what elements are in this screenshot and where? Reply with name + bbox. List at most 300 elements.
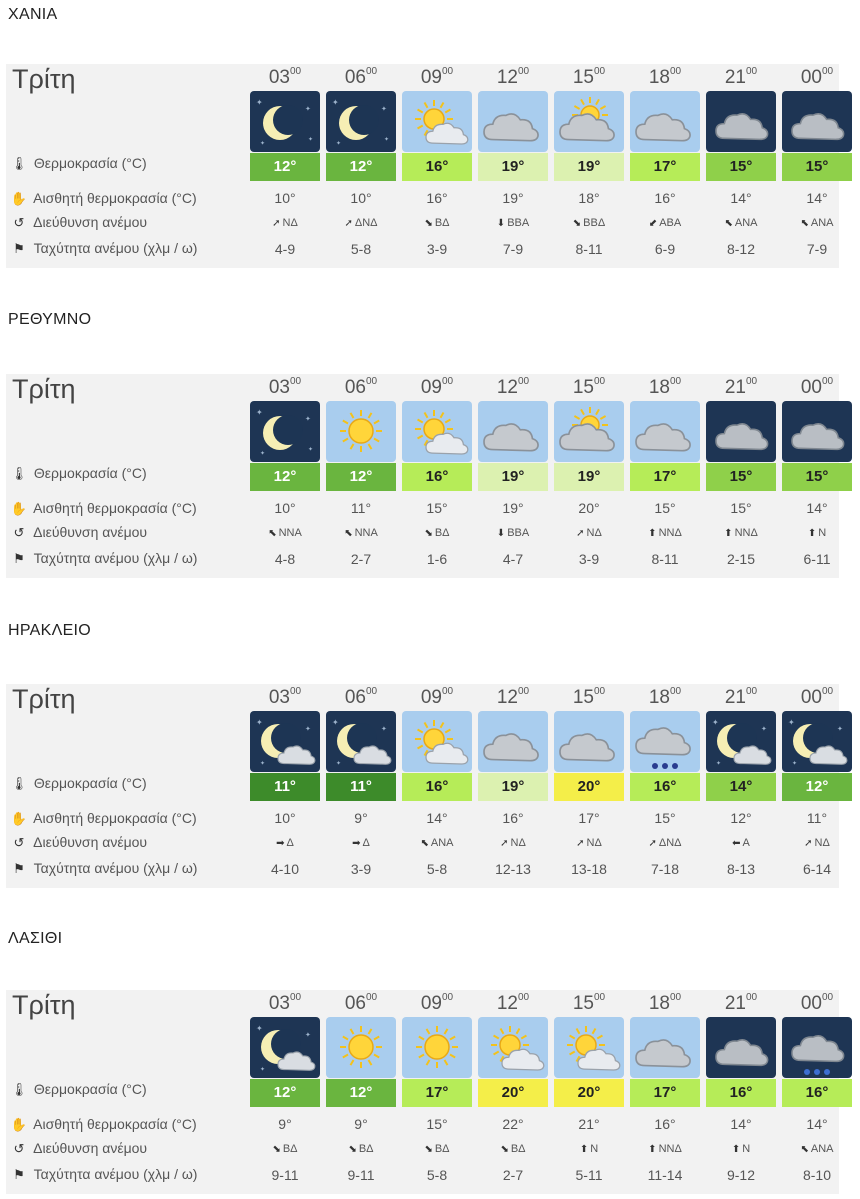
wind-direction-value: ⬆ Ν xyxy=(731,1143,751,1155)
wind-arrow-icon: ⬋ xyxy=(648,218,658,229)
flag-icon: ⚑ xyxy=(13,551,25,566)
sun-cloud-icon xyxy=(554,1017,624,1078)
hand-icon: ✋ xyxy=(10,1117,28,1132)
wind-speed-value: 11-14 xyxy=(647,1167,683,1183)
wind-speed-value: 3-9 xyxy=(426,241,448,257)
svg-text:✦: ✦ xyxy=(788,718,795,727)
wind-arrow-icon: ➚ xyxy=(648,838,657,849)
row-label-feels-like xyxy=(8,810,197,827)
temperature-value: 20° xyxy=(554,773,624,801)
row-label-feels-like xyxy=(8,500,197,517)
wind-direction-icon: ↺ xyxy=(13,215,25,230)
temperature-value: 20° xyxy=(478,1079,548,1107)
feels-like-value: 16° xyxy=(654,190,676,206)
hour-label: $03^{00}$ xyxy=(268,65,302,88)
wind-speed-value: 6-14 xyxy=(802,861,832,877)
svg-text:✦: ✦ xyxy=(260,451,266,457)
temperature-value: 12° xyxy=(782,773,852,801)
wind-speed-value: 4-9 xyxy=(274,241,296,257)
wind-direction-value: ⬆ Ν xyxy=(807,527,827,539)
wind-arrow-icon: ➚ xyxy=(500,838,509,849)
temperature-value: 14° xyxy=(706,773,776,801)
hour-label: $18^{00}$ xyxy=(648,991,682,1014)
wind-speed-value: 1-6 xyxy=(426,551,448,567)
flag-icon: ⚑ xyxy=(13,861,25,876)
temperature-value: 19° xyxy=(478,153,548,181)
wind-direction-value: ⬉ ΑΝΑ xyxy=(724,217,758,229)
hour-label: $09^{00}$ xyxy=(420,375,454,398)
hour-label: $06^{00}$ xyxy=(344,685,378,708)
cloudy-icon xyxy=(554,711,624,772)
wind-arrow-icon: ⬉ xyxy=(344,528,353,539)
sun-cloudy-icon xyxy=(554,401,624,462)
hand-icon: ✋ xyxy=(10,501,28,516)
night-clear-icon xyxy=(250,91,320,152)
svg-text:✦: ✦ xyxy=(792,761,798,767)
day-label: Τρίτη xyxy=(12,64,76,94)
sun-cloud-icon xyxy=(402,91,472,152)
day-label: Τρίτη xyxy=(12,374,76,404)
row-label-wind-speed xyxy=(8,240,197,257)
feels-like-value: 15° xyxy=(730,500,752,516)
temperature-value: 19° xyxy=(478,463,548,491)
feels-like-value: 9° xyxy=(354,1116,368,1132)
wind-direction-value: ⬉ ΝΝΑ xyxy=(344,527,378,539)
wind-direction-value: ⬆ Ν xyxy=(579,1143,599,1155)
feels-like-value: 11° xyxy=(806,810,828,826)
hour-label: $03^{00}$ xyxy=(268,375,302,398)
svg-text:✦: ✦ xyxy=(381,106,387,113)
hand-icon: ✋ xyxy=(10,811,28,826)
feels-like-value: 20° xyxy=(578,500,600,516)
night-cloudy-icon xyxy=(782,91,852,152)
svg-text:✦: ✦ xyxy=(716,761,722,767)
temperature-value: 16° xyxy=(630,773,700,801)
svg-text:✦: ✦ xyxy=(336,761,342,767)
hour-label: $15^{00}$ xyxy=(572,65,606,88)
row-label-text: Θερμοκρασία (°C) xyxy=(33,155,147,171)
feels-like-value: 21° xyxy=(578,1116,600,1132)
wind-speed-value: 12-13 xyxy=(495,861,531,877)
row-label-wind-direction xyxy=(8,1140,147,1157)
wind-direction-value: ⬅ Α xyxy=(732,837,750,849)
wind-direction-value: ⬋ ΑΒΑ xyxy=(648,217,682,229)
sun-icon xyxy=(402,1017,472,1078)
wind-arrow-icon: ⬆ xyxy=(648,528,657,539)
hour-label: $00^{00}$ xyxy=(800,65,834,88)
wind-speed-value: 8-13 xyxy=(726,861,756,877)
feels-like-value: 9° xyxy=(354,810,368,826)
wind-direction-value: ➚ ΔΝΔ xyxy=(648,837,682,849)
sun-cloudy-icon xyxy=(554,91,624,152)
wind-speed-value: 9-11 xyxy=(271,1167,299,1183)
row-label-feels-like xyxy=(8,1116,197,1133)
wind-speed-value: 7-9 xyxy=(806,241,828,257)
hour-label: $09^{00}$ xyxy=(420,65,454,88)
wind-speed-value: 8-10 xyxy=(802,1167,832,1183)
thermometer-icon: 🌡 xyxy=(10,776,28,791)
feels-like-value: 14° xyxy=(806,1116,828,1132)
wind-arrow-icon: ⬉ xyxy=(724,218,733,229)
wind-direction-value: ⬊ ΒΔ xyxy=(424,527,450,539)
wind-arrow-icon: ⬉ xyxy=(268,528,277,539)
hour-label: $21^{00}$ xyxy=(724,685,758,708)
night-partly-icon xyxy=(706,711,776,772)
svg-text:✦: ✦ xyxy=(305,416,311,423)
row-label-text: Ταχύτητα ανέμου (χλμ / ω) xyxy=(33,240,198,256)
feels-like-value: 15° xyxy=(426,1116,448,1132)
wind-arrow-icon: ➚ xyxy=(804,838,813,849)
row-label-text: Αισθητή θερμοκρασία (°C) xyxy=(33,190,197,206)
day-label: Τρίτη xyxy=(12,990,76,1020)
row-label-temperature xyxy=(8,155,147,172)
temperature-value: 19° xyxy=(478,773,548,801)
temperature-value: 12° xyxy=(326,1079,396,1107)
wind-direction-value: ⬉ ΑΝΑ xyxy=(420,837,454,849)
temperature-value: 12° xyxy=(326,153,396,181)
row-label-text: Αισθητή θερμοκρασία (°C) xyxy=(33,500,197,516)
cloudy-icon xyxy=(478,711,548,772)
temperature-value: 16° xyxy=(402,773,472,801)
region-title: ΗΡΑΚΛΕΙΟ xyxy=(8,622,92,639)
wind-speed-value: 4-8 xyxy=(274,551,296,567)
feels-like-value: 10° xyxy=(274,810,296,826)
row-label-text: Θερμοκρασία (°C) xyxy=(33,775,147,791)
row-label-text: Ταχύτητα ανέμου (χλμ / ω) xyxy=(33,550,198,566)
wind-arrow-icon: ➚ xyxy=(272,218,281,229)
svg-text:✦: ✦ xyxy=(712,718,719,727)
wind-direction-value: ⬆ ΝΝΔ xyxy=(648,527,682,539)
feels-like-value: 16° xyxy=(502,810,524,826)
wind-speed-value: 4-7 xyxy=(502,551,524,567)
wind-direction-icon: ↺ xyxy=(13,1141,25,1156)
hour-label: $15^{00}$ xyxy=(572,991,606,1014)
cloudy-icon xyxy=(630,91,700,152)
wind-speed-value: 7-18 xyxy=(650,861,680,877)
feels-like-value: 19° xyxy=(502,500,524,516)
wind-direction-value: ⬊ ΒΔ xyxy=(424,217,450,229)
svg-text:✦: ✦ xyxy=(308,447,314,453)
wind-arrow-icon: ⬆ xyxy=(724,528,733,539)
sun-cloud-icon xyxy=(478,1017,548,1078)
cloudy-icon xyxy=(478,91,548,152)
sun-cloud-icon xyxy=(402,711,472,772)
forecast-panel xyxy=(6,684,843,888)
svg-text:✦: ✦ xyxy=(260,1067,266,1073)
region-title: ΧΑΝΙΑ xyxy=(8,6,58,23)
wind-arrow-icon: ⬆ xyxy=(807,528,817,539)
feels-like-value: 9° xyxy=(278,1116,292,1132)
wind-arrow-icon: ➚ xyxy=(344,218,353,229)
hour-label: $03^{00}$ xyxy=(268,991,302,1014)
hour-label: $00^{00}$ xyxy=(800,991,834,1014)
row-label-text: Θερμοκρασία (°C) xyxy=(33,465,147,481)
wind-direction-icon: ↺ xyxy=(13,525,25,540)
feels-like-value: 16° xyxy=(426,190,448,206)
wind-direction-value: ➚ ΝΔ xyxy=(804,837,830,849)
feels-like-value: 15° xyxy=(654,810,676,826)
temperature-value: 17° xyxy=(630,463,700,491)
wind-arrow-icon: ⬇ xyxy=(496,528,506,539)
hour-label: $15^{00}$ xyxy=(572,375,606,398)
sun-cloud-icon xyxy=(402,401,472,462)
row-label-wind-speed xyxy=(8,860,197,877)
hour-label: $06^{00}$ xyxy=(344,65,378,88)
row-label-text: Ταχύτητα ανέμου (χλμ / ω) xyxy=(33,860,198,876)
temperature-value: 19° xyxy=(554,153,624,181)
row-label-wind-speed xyxy=(8,550,197,567)
feels-like-value: 15° xyxy=(426,500,448,516)
temperature-value: 12° xyxy=(250,153,320,181)
night-cloudy-icon xyxy=(706,401,776,462)
feels-like-value: 14° xyxy=(806,190,828,206)
wind-direction-value: ⬊ ΒΔ xyxy=(500,1143,526,1155)
wind-direction-value: ➚ ΝΔ xyxy=(576,837,602,849)
wind-direction-value: ➚ ΝΔ xyxy=(272,217,298,229)
svg-text:✦: ✦ xyxy=(305,1032,311,1039)
hour-label: $09^{00}$ xyxy=(420,991,454,1014)
wind-direction-value: ⬊ ΒΔ xyxy=(348,1143,374,1155)
temperature-value: 16° xyxy=(402,153,472,181)
feels-like-value: 22° xyxy=(502,1116,524,1132)
wind-direction-value: ➡ Δ xyxy=(276,837,294,849)
feels-like-value: 11° xyxy=(350,500,372,516)
temperature-value: 11° xyxy=(250,773,320,801)
night-partly-icon xyxy=(782,711,852,772)
feels-like-value: 17° xyxy=(578,810,600,826)
wind-speed-value: 5-8 xyxy=(426,1167,448,1183)
svg-text:✦: ✦ xyxy=(332,718,339,727)
wind-speed-value: 4-10 xyxy=(270,861,300,877)
sun-icon xyxy=(326,1017,396,1078)
hour-label: $18^{00}$ xyxy=(648,65,682,88)
feels-like-value: 18° xyxy=(578,190,600,206)
night-clear-icon xyxy=(326,91,396,152)
row-label-temperature xyxy=(8,465,147,482)
wind-speed-value: 5-8 xyxy=(426,861,448,877)
night-cloudy-icon xyxy=(782,401,852,462)
hour-label: $09^{00}$ xyxy=(420,685,454,708)
wind-arrow-icon: ⬊ xyxy=(500,1144,509,1155)
wind-speed-value: 8-11 xyxy=(575,241,603,257)
row-label-text: Θερμοκρασία (°C) xyxy=(33,1081,147,1097)
row-label-text: Αισθητή θερμοκρασία (°C) xyxy=(33,810,197,826)
row-label-wind-direction xyxy=(8,214,147,231)
wind-arrow-icon: ⬉ xyxy=(800,218,809,229)
wind-speed-value: 7-9 xyxy=(502,241,524,257)
row-label-wind-speed xyxy=(8,1166,197,1183)
feels-like-value: 10° xyxy=(274,500,296,516)
row-label-temperature xyxy=(8,775,147,792)
feels-like-value: 14° xyxy=(426,810,448,826)
temperature-value: 12° xyxy=(250,463,320,491)
wind-direction-value: ⬆ ΝΝΔ xyxy=(724,527,758,539)
row-label-text: Διεύθυνση ανέμου xyxy=(33,834,148,850)
hour-label: $21^{00}$ xyxy=(724,375,758,398)
temperature-value: 12° xyxy=(250,1079,320,1107)
wind-speed-value: 5-8 xyxy=(350,241,372,257)
svg-text:✦: ✦ xyxy=(381,726,387,733)
hour-label: $18^{00}$ xyxy=(648,685,682,708)
wind-direction-icon: ↺ xyxy=(13,835,25,850)
feels-like-value: 15° xyxy=(654,500,676,516)
night-clear-icon xyxy=(250,401,320,462)
cloudy-icon xyxy=(630,1017,700,1078)
temperature-value: 19° xyxy=(554,463,624,491)
wind-speed-value: 5-11 xyxy=(575,1167,603,1183)
wind-arrow-icon: ⬊ xyxy=(424,528,433,539)
feels-like-value: 16° xyxy=(654,1116,676,1132)
temperature-value: 11° xyxy=(326,773,396,801)
hour-label: $15^{00}$ xyxy=(572,685,606,708)
temperature-value: 17° xyxy=(630,153,700,181)
wind-arrow-icon: ⬊ xyxy=(424,218,433,229)
wind-direction-value: ⬊ ΒΔ xyxy=(272,1143,298,1155)
wind-speed-value: 2-15 xyxy=(726,551,756,567)
day-label: Τρίτη xyxy=(12,684,76,714)
wind-direction-value: ⬇ ΒΒΑ xyxy=(496,217,530,229)
wind-arrow-icon: ⬊ xyxy=(348,1144,357,1155)
temperature-value: 15° xyxy=(782,463,852,491)
night-partly-icon xyxy=(326,711,396,772)
feels-like-value: 10° xyxy=(350,190,372,206)
sun-icon xyxy=(326,401,396,462)
row-label-text: Διεύθυνση ανέμου xyxy=(33,524,148,540)
wind-speed-value: 9-11 xyxy=(347,1167,375,1183)
feels-like-value: 14° xyxy=(806,500,828,516)
hour-label: $06^{00}$ xyxy=(344,991,378,1014)
hour-label: $00^{00}$ xyxy=(800,375,834,398)
svg-text:✦: ✦ xyxy=(384,137,390,143)
row-label-wind-direction xyxy=(8,834,147,851)
temperature-value: 17° xyxy=(402,1079,472,1107)
wind-arrow-icon: ⬆ xyxy=(731,1144,741,1155)
flag-icon: ⚑ xyxy=(13,241,25,256)
temperature-value: 15° xyxy=(706,463,776,491)
feels-like-value: 14° xyxy=(730,190,752,206)
svg-text:✦: ✦ xyxy=(256,408,263,417)
hour-label: $18^{00}$ xyxy=(648,375,682,398)
forecast-panel xyxy=(6,64,839,268)
wind-speed-value: 3-9 xyxy=(578,551,600,567)
night-cloudy-icon xyxy=(706,91,776,152)
hand-icon: ✋ xyxy=(10,191,28,206)
wind-arrow-icon: ⬆ xyxy=(579,1144,589,1155)
temperature-value: 16° xyxy=(706,1079,776,1107)
hour-label: $03^{00}$ xyxy=(268,685,302,708)
wind-arrow-icon: ⬉ xyxy=(420,838,429,849)
wind-direction-value: ➚ ΝΔ xyxy=(576,527,602,539)
hour-label: $12^{00}$ xyxy=(496,65,530,88)
flag-icon: ⚑ xyxy=(13,1167,25,1182)
wind-direction-value: ⬉ ΑΝΑ xyxy=(800,1143,834,1155)
wind-speed-value: 6-11 xyxy=(803,551,831,567)
hour-label: $00^{00}$ xyxy=(800,685,834,708)
wind-direction-value: ⬊ ΒΒΔ xyxy=(572,217,606,229)
row-label-text: Αισθητή θερμοκρασία (°C) xyxy=(33,1116,197,1132)
wind-arrow-icon: ⬉ xyxy=(800,1144,809,1155)
svg-text:✦: ✦ xyxy=(305,726,311,733)
temperature-value: 15° xyxy=(706,153,776,181)
hour-label: $21^{00}$ xyxy=(724,991,758,1014)
hour-label: $12^{00}$ xyxy=(496,685,530,708)
wind-arrow-icon: ⬊ xyxy=(572,218,582,229)
row-label-text: Διεύθυνση ανέμου xyxy=(33,1140,148,1156)
temperature-value: 16° xyxy=(782,1079,852,1107)
hour-label: $06^{00}$ xyxy=(344,375,378,398)
thermometer-icon: 🌡 xyxy=(10,1082,28,1097)
svg-text:✦: ✦ xyxy=(260,761,266,767)
wind-arrow-icon: ⬇ xyxy=(496,218,506,229)
wind-speed-value: 13-18 xyxy=(571,861,607,877)
thermometer-icon: 🌡 xyxy=(10,466,28,481)
svg-text:✦: ✦ xyxy=(837,726,843,733)
wind-direction-value: ⬉ ΑΝΑ xyxy=(800,217,834,229)
wind-arrow-icon: ➡ xyxy=(352,838,361,849)
svg-text:✦: ✦ xyxy=(761,726,767,733)
row-label-text: Διεύθυνση ανέμου xyxy=(33,214,148,230)
region-title: ΡΕΘΥΜΝΟ xyxy=(8,311,92,328)
rain-cloud-icon xyxy=(630,711,700,772)
row-label-temperature xyxy=(8,1081,147,1098)
hour-label: $12^{00}$ xyxy=(496,375,530,398)
wind-direction-value: ➚ ΝΔ xyxy=(500,837,526,849)
row-label-text: Ταχύτητα ανέμου (χλμ / ω) xyxy=(33,1166,198,1182)
wind-speed-value: 9-12 xyxy=(726,1167,756,1183)
svg-text:✦: ✦ xyxy=(308,137,314,143)
forecast-panel xyxy=(6,990,839,1194)
svg-text:✦: ✦ xyxy=(336,141,342,147)
svg-text:✦: ✦ xyxy=(256,1024,263,1033)
feels-like-value: 14° xyxy=(730,1116,752,1132)
feels-like-value: 12° xyxy=(730,810,752,826)
wind-direction-value: ⬇ ΒΒΑ xyxy=(496,527,530,539)
wind-arrow-icon: ⬊ xyxy=(424,1144,433,1155)
temperature-value: 17° xyxy=(630,1079,700,1107)
wind-arrow-icon: ➡ xyxy=(276,838,285,849)
wind-arrow-icon: ⬅ xyxy=(732,838,741,849)
temperature-value: 15° xyxy=(782,153,852,181)
svg-text:✦: ✦ xyxy=(256,98,263,107)
night-partly-icon xyxy=(250,1017,320,1078)
wind-direction-value: ⬉ ΝΝΑ xyxy=(268,527,302,539)
wind-direction-value: ⬊ ΒΔ xyxy=(424,1143,450,1155)
night-rain-icon xyxy=(782,1017,852,1078)
wind-direction-value: ➡ Δ xyxy=(352,837,370,849)
thermometer-icon: 🌡 xyxy=(10,156,28,171)
temperature-value: 20° xyxy=(554,1079,624,1107)
feels-like-value: 10° xyxy=(274,190,296,206)
feels-like-value: 19° xyxy=(502,190,524,206)
wind-speed-value: 3-9 xyxy=(350,861,372,877)
region-title: ΛΑΣΙΘΙ xyxy=(8,930,63,947)
cloudy-icon xyxy=(630,401,700,462)
wind-direction-value: ⬆ ΝΝΔ xyxy=(648,1143,682,1155)
wind-speed-value: 2-7 xyxy=(502,1167,524,1183)
wind-arrow-icon: ⬊ xyxy=(272,1144,281,1155)
night-partly-icon xyxy=(250,711,320,772)
wind-arrow-icon: ➚ xyxy=(576,528,585,539)
wind-arrow-icon: ⬆ xyxy=(648,1144,657,1155)
hour-label: $21^{00}$ xyxy=(724,65,758,88)
svg-text:✦: ✦ xyxy=(260,141,266,147)
forecast-panel xyxy=(6,374,839,578)
temperature-value: 12° xyxy=(326,463,396,491)
wind-arrow-icon: ➚ xyxy=(576,838,585,849)
wind-direction-value: ➚ ΔΝΔ xyxy=(344,217,378,229)
wind-speed-value: 6-9 xyxy=(654,241,676,257)
wind-speed-value: 8-11 xyxy=(651,551,679,567)
